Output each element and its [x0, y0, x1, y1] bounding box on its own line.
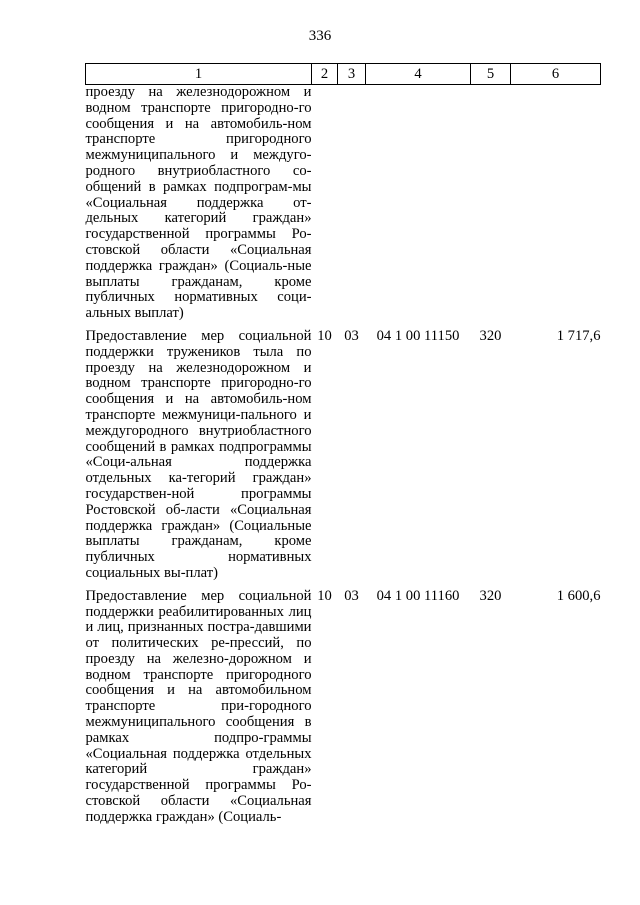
row-description: Предоставление мер социальной поддержки тружеников тыла по проезду на железнодорожном и водном транспорте пригородно-го сообщения и на автомобиль-ном транспорте межмуници-пального и междугородного внутриобластного сообщений в рамках подпрограммы «Соци-альная поддержка отдельных ка-тегорий граждан» государствен-ной программы Ростовской об-ласти «Социальная поддержка граждан» (Социальные выплаты гражданам, кроме публичных нормативных социальных вы-плат) — [85, 327, 312, 581]
row-expense-type: 320 — [479, 587, 502, 604]
column-header-2: 2 — [312, 64, 338, 85]
row-target-article — [366, 85, 471, 329]
table-header-row — [86, 64, 601, 85]
column-header-1: 1 — [86, 64, 312, 85]
table-row — [86, 589, 601, 826]
row-amount — [511, 85, 601, 329]
row-subsection-code: 03 — [344, 587, 359, 604]
row-section-code: 10 — [317, 327, 332, 344]
row-description: Предоставление мер социальной поддержки реабилитированных лиц и лиц, признанных постра-давшими от политических ре-прессий, по проезду на железно-дорожном и водном транспорте пригородного сообщения и на автомобильном транспорте при-городного межмуниципального сообщения в рамках подпро-граммы «Социальная поддержка отдельных категорий граждан» государственной программы Ро-стовской области «Социальная поддержка граждан» (Социаль- — [85, 587, 312, 825]
table-row — [86, 85, 601, 329]
column-header-4: 4 — [366, 64, 471, 85]
row-section-code: 10 — [317, 587, 332, 604]
row-section-code — [312, 85, 338, 329]
budget-table — [85, 63, 601, 826]
row-subsection-code: 03 — [344, 327, 359, 344]
row-target-article: 04 1 00 11150 — [376, 327, 460, 344]
row-subsection-code — [338, 85, 366, 329]
row-amount: 1 717,6 — [556, 327, 601, 344]
table-row — [86, 329, 601, 589]
row-description: проезду на железнодорожном и водном транспорте пригородно-го сообщения и на автомобиль-ном транспорте пригородного межмуниципального и междуго-родного внутриобластного со-общений в рамках подпрограм-мы «Социальная поддержка от-дельных категорий граждан» государственной программы Ро-стовской области «Социальная поддержка граждан» (Социаль-ные выплаты гражданам, кроме публичных нормативных соци-альных выплат) — [85, 84, 312, 322]
row-expense-type: 320 — [479, 327, 502, 344]
column-header-3: 3 — [338, 64, 366, 85]
row-expense-type — [471, 85, 511, 329]
row-amount: 1 600,6 — [556, 587, 601, 604]
row-target-article: 04 1 00 11160 — [376, 587, 460, 604]
column-header-5: 5 — [471, 64, 511, 85]
page-number: 336 — [308, 28, 332, 44]
column-header-6: 6 — [511, 64, 601, 85]
